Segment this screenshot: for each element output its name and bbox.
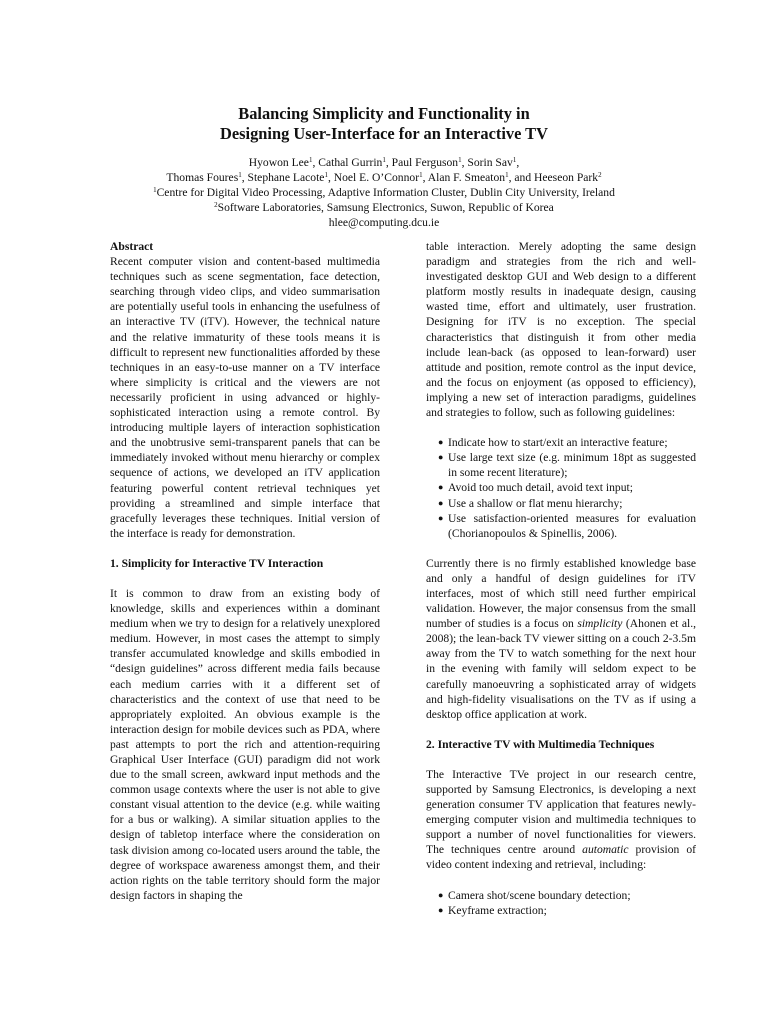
- left-column: [110, 239, 380, 903]
- section-1-paragraph-1-continued: table interaction. Merely adopting the same design paradigm and strategies from the rich and well-investigated desktop GUI and Web design to a different platform mostly results in inadequate design, causing wasted time, effort and ultimately, user frustration. Designing for iTV is no exception. The special characteristics that distinguish it from other media include lean-back (as opposed to lean-forward) user attitude and position, remote control as the input device, and the focus on enjoyment (as opposed to efficiency), implying a new set of interaction paradigms, guidelines and strategies to follow, such as following guidelines:: [426, 240, 696, 420]
- technique-list: [426, 888, 696, 918]
- list-item: ● Use satisfaction-oriented measures for evaluation (Chorianopoulos & Spinellis, 2006).: [438, 511, 696, 540]
- bullet-icon: ●: [438, 437, 444, 448]
- guideline-list: [426, 435, 696, 541]
- section-1-heading: 1. Simplicity for Interactive TV Interaction: [110, 556, 324, 570]
- affiliation-2: $^2$Software Laboratories, Samsung Electronics, Suwon, Republic of Korea: [214, 201, 554, 214]
- title-line-1: Balancing Simplicity and Functionality in: [238, 104, 530, 123]
- bullet-icon: ●: [438, 904, 444, 915]
- list-item: ● Camera shot/scene boundary detection;: [438, 888, 631, 902]
- section-2-paragraph: The Interactive TVe project in our research centre, supported by Samsung Electronics, is developing a next generation consumer TV application that features newly-emerging computer vision and multimedia techniques to support a number of novel functionalities for viewers. The techniques centre around automatic provision of video content indexing and retrieval, including:: [426, 767, 696, 872]
- bullet-icon: ●: [438, 497, 444, 508]
- list-item: ● Keyframe extraction;: [438, 903, 547, 917]
- section-1-paragraph-1: It is common to draw from an existing body of knowledge, skills and experiences within a dominant medium when we try to design for a relatively unexplored medium. However, in most cases the attempt to simply transfer accumulated knowledge and skills embodied in “design guidelines” across different media fails because each medium carries with it a different set of characteristics and the context of use that need to be appropriately exploited. An obvious example is the interaction design for mobile devices such as PDA, where past attempts to port the rich and attention-requiring Graphical User Interface (GUI) paradigm did not work due to the small screen, awkward input methods and the common usage contexts where the user is not able to give constant visual attention to the device (e.g. while waiting for a bus or walking). A similar situation applies to the design of tabletop interface where the consideration on task division among co-located users around the table, the degree of workspace awareness amongst them, and their action rights on the table territory should form the major design factors in shaping the: [110, 586, 380, 902]
- bullet-icon: ●: [438, 452, 444, 463]
- abstract-heading: Abstract: [110, 240, 154, 253]
- right-column: [426, 239, 696, 918]
- abstract-text: Recent computer vision and content-based multimedia techniques such as scene segmentation, face detection, searching through video clips, and video summarisation are potentially useful tools in enhancing the usefulness of an interactive TV (iTV). However, the technical nature and the relative immaturity of these tools means it is difficult to represent new functionalities afforded by these techniques in an easy-to-use manner on a TV interface where simplicity is critical and the viewers are not necessarily proficient in using advanced or highly-sophisticated interaction using a remote control. By introducing multiple layers of interaction sophistication and the unobtrusive semi-transparent panels that can be immediately invoked without menu hierarchy or complex sequence of actions, we developed an iTV application featuring powerful content retrieval techniques yet providing a streamlined and simple interface that gracefully leverages these techniques. Initial version of the interface is ready for demonstration.: [110, 255, 380, 540]
- author-block: [0, 155, 768, 230]
- section-2-heading: 2. Interactive TV with Multimedia Techniques: [426, 737, 655, 751]
- title-line-2: Designing User-Interface for an Interactive TV: [220, 124, 548, 143]
- bullet-icon: ●: [438, 482, 444, 493]
- paper-title: [0, 104, 768, 144]
- author-line-2: Thomas Foures$^1$, Stephane Lacote$^1$, Noel E. O’Connor$^1$, Alan F. Smeaton$^1$, and Heeseon Park$^2$: [166, 171, 602, 184]
- list-item: ● Indicate how to start/exit an interactive feature;: [438, 436, 668, 450]
- author-email: hlee@computing.dcu.ie: [328, 216, 440, 229]
- affiliation-1: $^1$Centre for Digital Video Processing, Adaptive Information Cluster, Dublin City University, Ireland: [153, 186, 615, 199]
- list-item: ● Use a shallow or flat menu hierarchy;: [438, 496, 623, 510]
- author-line-1: Hyowon Lee$^1$, Cathal Gurrin$^1$, Paul Ferguson$^1$, Sorin Sav$^1$,: [248, 156, 520, 169]
- list-item: ● Avoid too much detail, avoid text input;: [438, 481, 633, 495]
- section-1-paragraph-2: Currently there is no firmly established knowledge base and only a handful of design guidelines for iTV interfaces, most of which still need further empirical validation. However, the major consensus from the small number of studies is a focus on simplicity (Ahonen et al., 2008); the lean-back TV viewer sitting on a couch 2-3.5m away from the TV to watch something for the next hour in the evening with family will seldom expect to be carefully manoeuvring a sophisticated array of widgets and high-fidelity visualisations on the TV as if using a desktop office application at work.: [426, 556, 697, 721]
- list-item: ● Use large text size (e.g. minimum 18pt as suggested in some recent literature);: [438, 451, 696, 480]
- bullet-icon: ●: [438, 512, 444, 523]
- bullet-icon: ●: [438, 889, 444, 900]
